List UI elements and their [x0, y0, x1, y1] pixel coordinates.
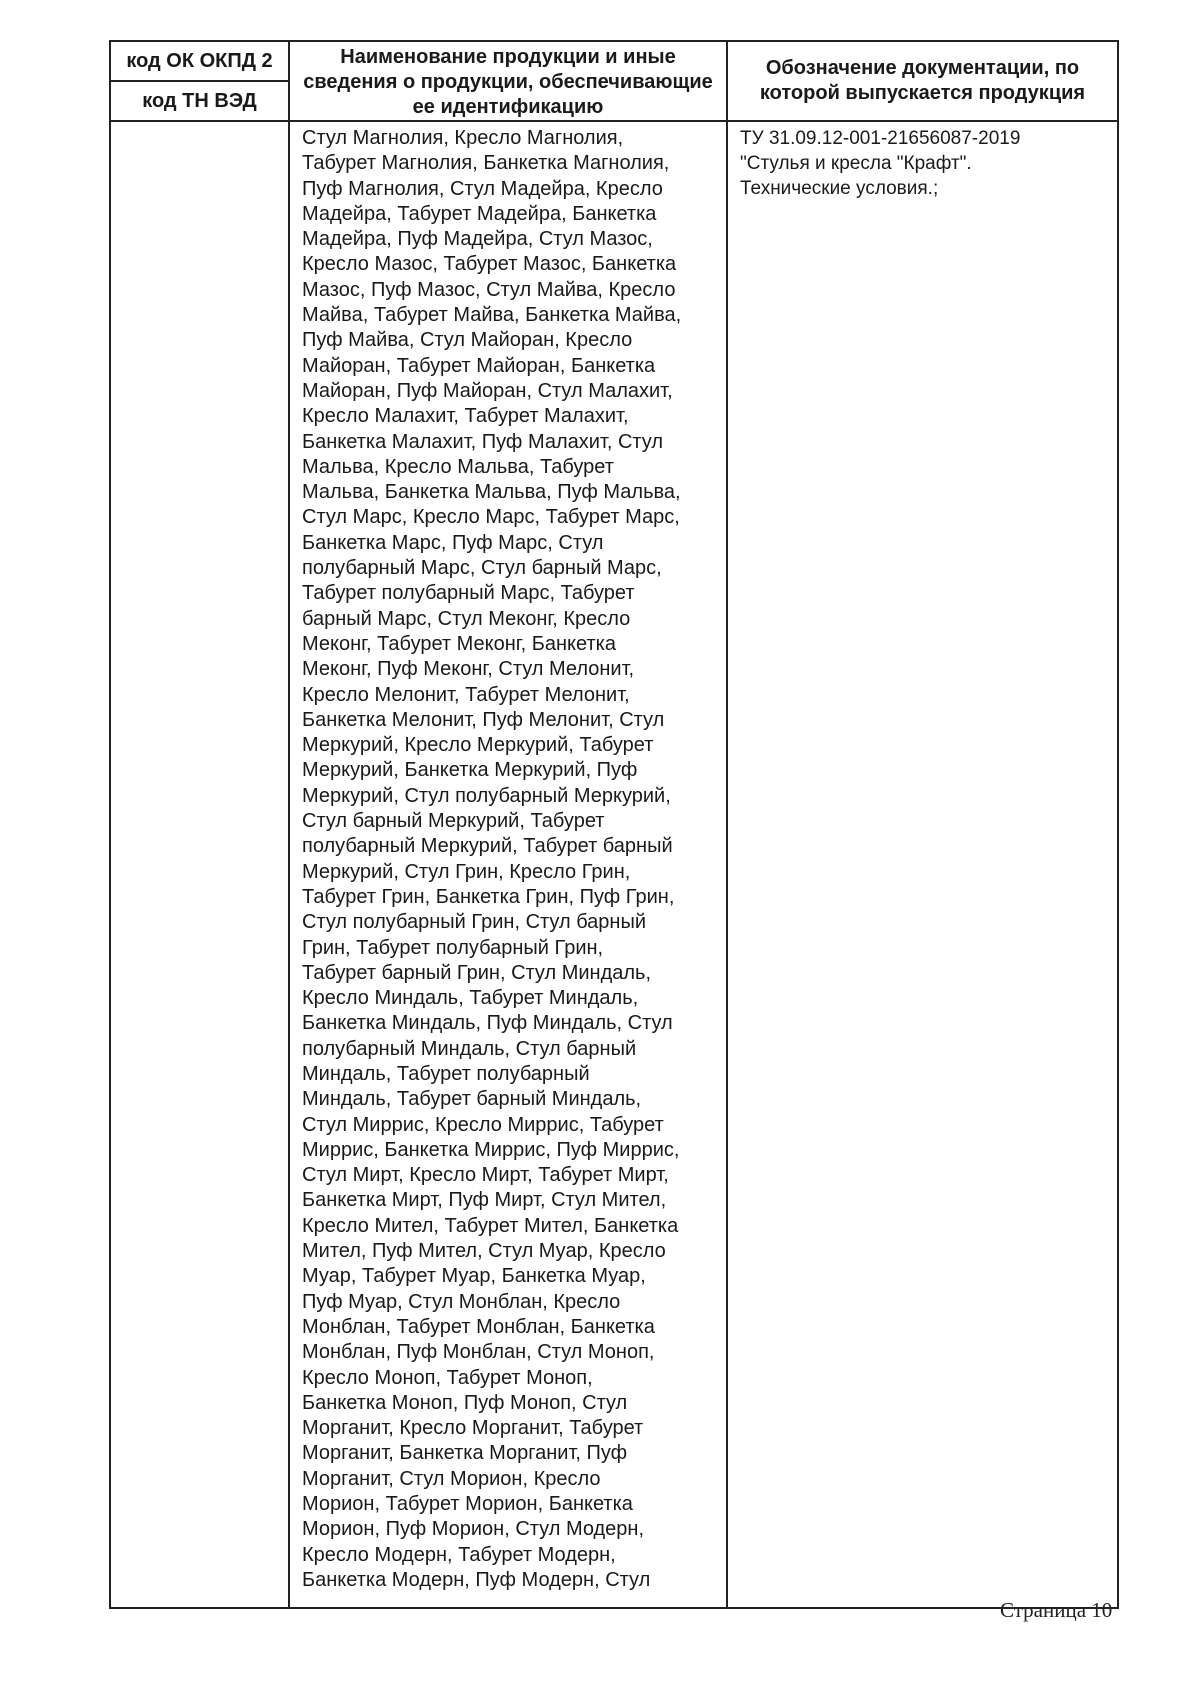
product-list-line: Миндаль, Табурет барный Миндаль, — [302, 1088, 642, 1111]
product-list-line: Мальва, Банкетка Мальва, Пуф Мальва, — [302, 481, 681, 504]
product-list-line: Кресло Мелонит, Табурет Мелонит, — [302, 683, 630, 706]
product-list-line: Стул Миррис, Кресло Миррис, Табурет — [302, 1113, 664, 1136]
product-list-line: Муар, Табурет Муар, Банкетка Муар, — [302, 1265, 646, 1288]
header-tnved-code: код ТН ВЭД — [110, 81, 289, 121]
product-list-line: Пуф Муар, Стул Монблан, Кресло — [302, 1290, 621, 1313]
product-list-line: Кресло Мител, Табурет Мител, Банкетка — [302, 1214, 679, 1237]
product-list-line: Стул Марс, Кресло Марс, Табурет Марс, — [302, 506, 680, 529]
product-list-line: Банкетка Модерн, Пуф Модерн, Стул — [302, 1568, 651, 1591]
product-list-line: Меркурий, Банкетка Меркурий, Пуф — [302, 759, 638, 782]
product-list-line: Морион, Табурет Морион, Банкетка — [302, 1493, 633, 1516]
header-row-1 — [110, 41, 1118, 81]
product-list-line: Майва, Табурет Майва, Банкетка Майва, — [302, 304, 682, 327]
product-list-line: Банкетка Моноп, Пуф Моноп, Стул — [302, 1391, 628, 1414]
header-okpd-code: код ОК ОКПД 2 — [110, 41, 289, 81]
product-list-line: Пуф Майва, Стул Майоран, Кресло — [302, 329, 633, 352]
product-list-line: Меркурий, Стул полубарный Меркурий, — [302, 784, 671, 807]
product-list-line: полубарный Миндаль, Стул барный — [302, 1037, 637, 1060]
product-list-line: Банкетка Мелонит, Пуф Мелонит, Стул — [302, 708, 665, 731]
documentation-line: "Стулья и кресла "Крафт". — [740, 153, 972, 174]
product-list-line: Мадейра, Табурет Мадейра, Банкетка — [302, 202, 657, 225]
product-list-line: Стул барный Меркурий, Табурет — [302, 810, 605, 833]
product-list-line: Стул полубарный Грин, Стул барный — [302, 911, 647, 934]
product-list-line: Табурет Магнолия, Банкетка Магнолия, — [302, 152, 670, 175]
product-list-line: Табурет Грин, Банкетка Грин, Пуф Грин, — [302, 885, 675, 908]
product-list-line: Стул Магнолия, Кресло Магнолия, — [302, 127, 624, 149]
product-list-line: полубарный Марс, Стул барный Марс, — [302, 557, 662, 580]
table-row — [110, 121, 1118, 1608]
product-list-line: Морганит, Банкетка Морганит, Пуф — [302, 1442, 628, 1465]
product-list-line: Майоран, Пуф Майоран, Стул Малахит, — [302, 379, 673, 402]
product-list-line: Грин, Табурет полубарный Грин, — [302, 936, 604, 959]
documentation-reference — [728, 122, 1117, 201]
product-list-line: полубарный Меркурий, Табурет барный — [302, 835, 673, 858]
product-list-line: Меконг, Табурет Меконг, Банкетка — [302, 632, 616, 655]
product-list-text — [290, 122, 726, 1593]
product-list-line: Монблан, Табурет Монблан, Банкетка — [302, 1315, 655, 1338]
product-list-line: Банкетка Миндаль, Пуф Миндаль, Стул — [302, 1012, 673, 1035]
okpd-code-cell — [110, 121, 289, 1608]
certificate-product-table — [109, 40, 1119, 1609]
product-list-line: Морганит, Кресло Морганит, Табурет — [302, 1417, 644, 1440]
product-list-line: Меркурий, Стул Грин, Кресло Грин, — [302, 860, 631, 883]
documentation-line: Технические условия.; — [740, 178, 939, 199]
product-list-cell — [289, 121, 727, 1608]
product-list-line: Банкетка Малахит, Пуф Малахит, Стул — [302, 430, 664, 453]
product-list-line: Мител, Пуф Мител, Стул Муар, Кресло — [302, 1240, 666, 1263]
product-list-line: Банкетка Мирт, Пуф Мирт, Стул Мител, — [302, 1189, 667, 1212]
product-list-line: Кресло Миндаль, Табурет Миндаль, — [302, 987, 639, 1010]
product-list-line: Морганит, Стул Морион, Кресло — [302, 1467, 601, 1490]
page-number: Страница 10 — [1000, 1598, 1113, 1622]
product-list-line: Табурет полубарный Марс, Табурет — [302, 582, 635, 605]
documentation-line: ТУ 31.09.12-001-21656087-2019 — [740, 128, 1021, 149]
product-list-line: Мальва, Кресло Мальва, Табурет — [302, 455, 614, 478]
product-list-line: Меркурий, Кресло Меркурий, Табурет — [302, 734, 654, 757]
product-list-line: Банкетка Марс, Пуф Марс, Стул — [302, 531, 604, 554]
product-list-line: Табурет барный Грин, Стул Миндаль, — [302, 961, 652, 984]
product-list-line: Мадейра, Пуф Мадейра, Стул Мазос, — [302, 228, 653, 251]
product-list-line: Стул Мирт, Кресло Мирт, Табурет Мирт, — [302, 1164, 669, 1187]
product-list-line: Монблан, Пуф Монблан, Стул Моноп, — [302, 1341, 655, 1364]
product-list-line: Меконг, Пуф Меконг, Стул Мелонит, — [302, 658, 635, 681]
product-list-line: Мазос, Пуф Мазос, Стул Майва, Кресло — [302, 278, 676, 301]
product-list-line: Майоран, Табурет Майоран, Банкетка — [302, 354, 656, 377]
product-list-line: Кресло Малахит, Табурет Малахит, — [302, 405, 629, 428]
header-documentation: Обозначение документации, по которой выпускается продукция — [727, 41, 1118, 121]
product-list-line: Морион, Пуф Морион, Стул Модерн, — [302, 1518, 645, 1541]
product-list-line: Кресло Моноп, Табурет Моноп, — [302, 1366, 593, 1389]
product-list-line: Пуф Магнолия, Стул Мадейра, Кресло — [302, 177, 663, 200]
product-list-line: Кресло Мазос, Табурет Мазос, Банкетка — [302, 253, 677, 276]
product-list-line: барный Марс, Стул Меконг, Кресло — [302, 607, 631, 630]
documentation-cell — [727, 121, 1118, 1608]
product-list-line: Миндаль, Табурет полубарный — [302, 1062, 590, 1085]
product-list-line: Миррис, Банкетка Миррис, Пуф Миррис, — [302, 1138, 680, 1161]
product-list-line: Кресло Модерн, Табурет Модерн, — [302, 1543, 616, 1566]
header-product-name: Наименование продукции и иные сведения о продукции, обеспечивающие ее идентификацию — [289, 41, 727, 121]
